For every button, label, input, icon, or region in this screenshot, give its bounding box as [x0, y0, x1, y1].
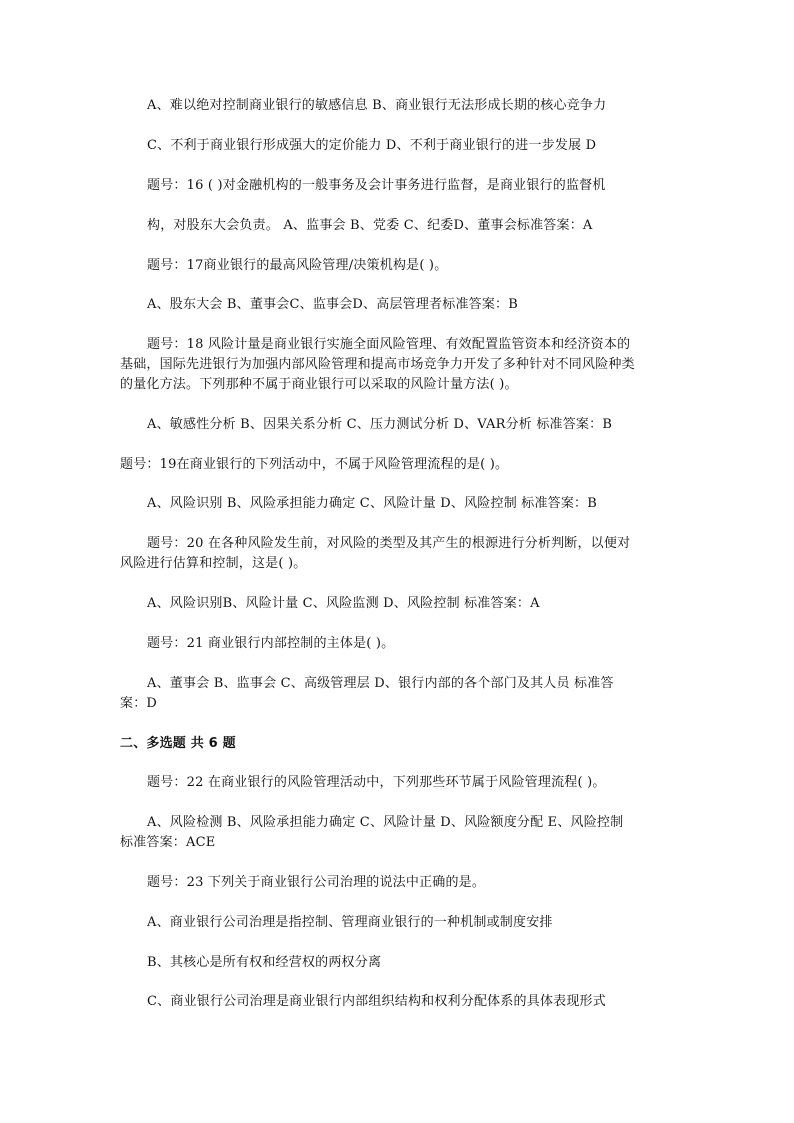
section-heading: 二、多选题 共 6 题: [120, 736, 236, 751]
text-line: 题号：20 在各种风险发生前，对风险的类型及其产生的根源进行分析判断，以便对: [147, 536, 631, 551]
text-line: C、商业银行公司治理是商业银行内部组织结构和权利分配体系的具体表现形式: [147, 994, 606, 1009]
text-line: A、风险识别 B、风险承担能力确定 C、风险计量 D、风险控制 标准答案：B: [147, 496, 597, 511]
text-line: 题号：19在商业银行的下列活动中，不属于风险管理流程的是( )。: [120, 457, 509, 472]
text-line: A、风险检测 B、风险承担能力确定 C、风险计量 D、风险额度分配 E、风险控制: [147, 815, 624, 830]
text-line: 标准答案：ACE: [120, 835, 216, 850]
text-line: 风险进行估算和控制，这是( )。: [120, 556, 307, 571]
text-line: 题号：23 下列关于商业银行公司治理的说法中正确的是。: [147, 875, 486, 890]
text-line: 基础，国际先进银行为加强内部风险管理和提高市场竞争力开发了多种针对不同风险种类: [120, 357, 635, 372]
text-line: 题号：21 商业银行内部控制的主体是( )。: [147, 636, 395, 651]
text-line: A、商业银行公司治理是指控制、管理商业银行的一种机制或制度安排: [147, 915, 553, 930]
text-line: A、董事会 B、监事会 C、高级管理层 D、银行内部的各个部门及其人员 标准答: [147, 676, 614, 691]
text-line: 案：D: [120, 696, 158, 711]
text-line: 题号：16 ( )对金融机构的一般事务及会计事务进行监督，是商业银行的监督机: [147, 178, 606, 193]
text-line: A、股东大会 B、董事会C、监事会D、高层管理者标准答案：B: [147, 297, 518, 312]
text-line: A、风险识别B、风险计量 C、风险监测 D、风险控制 标准答案：A: [147, 596, 540, 611]
text-line: 的量化方法。下列那种不属于商业银行可以采取的风险计量方法( )。: [120, 377, 518, 392]
text-line: A、敏感性分析 B、因果关系分析 C、压力测试分析 D、VAR分析 标准答案：B: [147, 417, 613, 432]
text-line: 题号：18 风险计量是商业银行实施全面风险管理、有效配置监管资本和经济资本的: [147, 337, 631, 352]
text-line: 构，对股东大会负责。 A、监事会 B、党委 C、纪委D、董事会标准答案：A: [147, 218, 593, 233]
text-line: C、不利于商业银行形成强大的定价能力 D、不利于商业银行的进一步发展 D: [147, 138, 597, 153]
text-line: 题号：17商业银行的最高风险管理/决策机构是( )。: [147, 258, 448, 273]
text-line: A、难以绝对控制商业银行的敏感信息 B、商业银行无法形成长期的核心竞争力: [147, 98, 607, 113]
text-line: B、其核心是所有权和经营权的两权分离: [147, 955, 382, 970]
text-line: 题号：22 在商业银行的风险管理活动中，下列那些环节属于风险管理流程( )。: [147, 775, 606, 790]
